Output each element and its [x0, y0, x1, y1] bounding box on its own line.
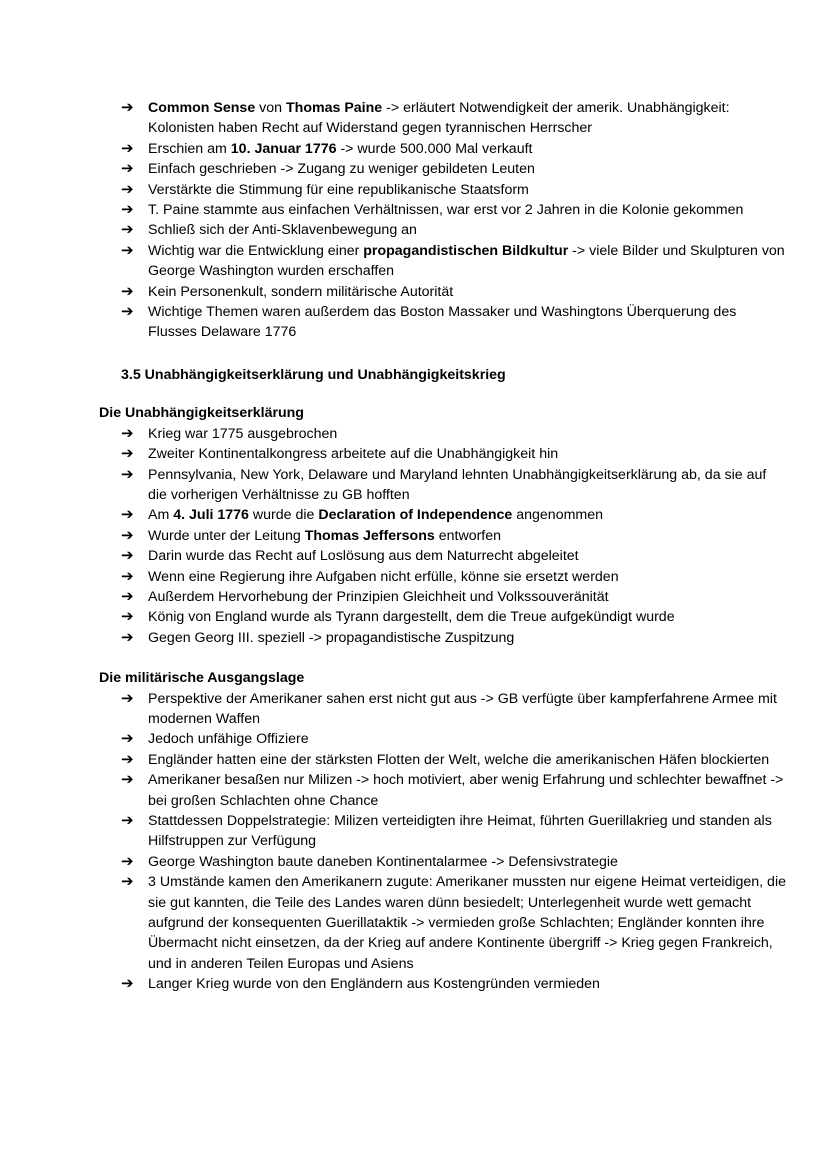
list-item	[121, 302, 788, 343]
list-item	[121, 465, 788, 506]
text: Wurde unter der Leitung	[148, 527, 305, 544]
bold-text: 4. Juli 1776	[173, 507, 249, 524]
list-item	[121, 567, 788, 587]
right-arrow-icon: ➔	[121, 547, 134, 565]
right-arrow-icon: ➔	[121, 424, 134, 442]
text: Jedoch unfähige Offiziere	[148, 731, 309, 748]
right-arrow-icon: ➔	[121, 139, 134, 157]
text: Wichtig war die Entwicklung einer	[148, 242, 364, 259]
right-arrow-icon: ➔	[121, 99, 134, 116]
subsection-heading: Die Unabhängigkeitserklärung	[99, 405, 304, 422]
text: Amerikaner besaßen nur Milizen -> hoch motiviert, aber wenig Erfahrung und schlechter bewaffnet -> bei großen Schlachten ohne Chance	[148, 772, 784, 809]
right-arrow-icon: ➔	[121, 750, 134, 768]
text: Einfach geschrieben -> Zugang zu weniger gebildeten Leuten	[148, 161, 535, 178]
list-item	[121, 587, 788, 607]
list-item	[121, 98, 788, 139]
text: Schließ sich der Anti-Sklavenbewegung an	[148, 222, 417, 239]
right-arrow-icon: ➔	[121, 730, 134, 748]
list-item	[121, 770, 788, 811]
bold-text: Declaration of Independence	[318, 507, 513, 524]
text: Zweiter Kontinentalkongress arbeitete auf die Unabhängigkeit hin	[148, 446, 559, 463]
text: Darin wurde das Recht auf Loslösung aus dem Naturrecht abgeleitet	[148, 548, 579, 565]
right-arrow-icon: ➔	[121, 975, 134, 993]
right-arrow-icon: ➔	[121, 628, 134, 646]
right-arrow-icon: ➔	[121, 608, 134, 626]
list-item	[121, 139, 788, 159]
text: von	[255, 100, 286, 116]
text: -> wurde 500.000 Mal verkauft	[336, 140, 533, 157]
right-arrow-icon: ➔	[121, 160, 134, 178]
list-item	[121, 526, 788, 546]
list-item	[121, 200, 788, 220]
bold-text: Thomas Paine	[285, 100, 383, 116]
list-item	[121, 424, 788, 444]
list-item	[121, 852, 788, 872]
text: Perspektive der Amerikaner sahen erst nicht gut aus -> GB verfügte über kampferfahrene Armee mit modernen Waffen	[148, 690, 777, 727]
right-arrow-icon: ➔	[121, 201, 134, 219]
text: George Washington baute daneben Kontinentalarmee -> Defensivstrategie	[148, 853, 618, 870]
list-item	[121, 505, 788, 525]
right-arrow-icon: ➔	[121, 689, 134, 707]
text: Wichtige Themen waren außerdem das Boston Massaker und Washingtons Überquerung des Flusses Delaware 1776	[148, 304, 737, 341]
list-item	[121, 546, 788, 566]
text: Wenn eine Regierung ihre Aufgaben nicht erfülle, könne sie ersetzt werden	[148, 568, 619, 585]
list-item	[121, 811, 788, 852]
right-arrow-icon: ➔	[121, 221, 134, 239]
list-item	[121, 241, 788, 282]
text: Am	[148, 507, 174, 524]
intro-bullet-list	[0, 98, 788, 343]
text: -> erläutert Notwendigkeit der amerik. Unabhängigkeit: Kolonisten haben Recht auf Widerstand gegen tyrannischen Herrscher	[148, 100, 730, 137]
right-arrow-icon: ➔	[121, 180, 134, 198]
right-arrow-icon: ➔	[121, 587, 134, 605]
right-arrow-icon: ➔	[121, 567, 134, 585]
list-item	[121, 607, 788, 627]
text: 3 Umstände kamen den Amerikanern zugute: Amerikaner mussten nur eigene Heimat verteidigen, die sie gut kannten, die Teile des Landes waren dünn besiedelt; Unterlegenheit wurde wett gemacht aufgrund der konsequenten Guerillataktik -> vermieden große Schlachten; Engländer konnten ihre Übermacht nicht einsetzen, da der Krieg auf andere Kontinente übergriff -> Krieg gegen Frankreich, und in anderen Teilen Europas und Asiens	[148, 874, 786, 972]
bold-text: propagandistischen Bildkultur	[363, 242, 569, 259]
right-arrow-icon: ➔	[121, 771, 134, 789]
list-item	[121, 444, 788, 464]
right-arrow-icon: ➔	[121, 852, 134, 870]
text: Kein Personenkult, sondern militärische Autorität	[148, 283, 454, 300]
list-item	[121, 220, 788, 240]
right-arrow-icon: ➔	[121, 506, 134, 524]
text: Erschien am	[148, 140, 231, 157]
right-arrow-icon: ➔	[121, 303, 134, 321]
list-item	[121, 729, 788, 749]
bold-text: Common Sense	[148, 100, 256, 116]
list-item	[121, 159, 788, 179]
right-arrow-icon: ➔	[121, 812, 134, 829]
right-arrow-icon: ➔	[121, 445, 134, 463]
list-item	[121, 872, 788, 974]
text: Pennsylvania, New York, Delaware und Maryland lehnten Unabhängigkeitserklärung ab, da sie auf die vorherigen Verhältnisse zu GB hofften	[148, 466, 767, 503]
right-arrow-icon: ➔	[121, 873, 134, 891]
military-bullet-list	[0, 689, 788, 995]
right-arrow-icon: ➔	[121, 241, 134, 259]
list-item	[121, 180, 788, 200]
list-item	[121, 750, 788, 770]
text: angenommen	[512, 507, 603, 524]
text: T. Paine stammte aus einfachen Verhältnissen, war erst vor 2 Jahren in die Kolonie gekommen	[148, 202, 744, 219]
text: Langer Krieg wurde von den Engländern aus Kostengründen vermieden	[148, 976, 600, 993]
declaration-bullet-list	[0, 424, 788, 648]
list-item	[121, 974, 788, 994]
subsection-military	[0, 668, 788, 995]
text: Stattdessen Doppelstrategie: Milizen verteidigten ihre Heimat, führten Guerillakrieg und standen als Hilfstruppen zur Verfügung	[148, 813, 772, 850]
list-item	[121, 689, 788, 730]
bold-text: Thomas Jeffersons	[304, 527, 435, 544]
text: Engländer hatten eine der stärksten Flotten der Welt, welche die amerikanischen Häfen blockierten	[148, 751, 770, 768]
subsection-declaration	[0, 403, 788, 648]
right-arrow-icon: ➔	[121, 465, 134, 483]
text: Gegen Georg III. speziell -> propagandistische Zuspitzung	[148, 629, 515, 646]
bold-text: 10. Januar 1776	[230, 140, 337, 157]
text: Außerdem Hervorhebung der Prinzipien Gleichheit und Volkssouveränität	[148, 588, 609, 605]
text: Verstärkte die Stimmung für eine republikanische Staatsform	[148, 181, 529, 198]
section-heading: 3.5 Unabhängigkeitserklärung und Unabhängigkeitskrieg	[121, 366, 506, 383]
list-item	[121, 628, 788, 648]
text: Krieg war 1775 ausgebrochen	[148, 425, 338, 442]
text: König von England wurde als Tyrann dargestellt, dem die Treue aufgekündigt wurde	[148, 609, 675, 626]
right-arrow-icon: ➔	[121, 282, 134, 300]
text: entworfen	[434, 527, 502, 544]
right-arrow-icon: ➔	[121, 526, 134, 544]
subsection-heading: Die militärische Ausgangslage	[99, 670, 305, 687]
text: wurde die	[248, 507, 319, 524]
list-item	[121, 282, 788, 302]
text: -> viele Bilder und Skulpturen von George Washington wurden erschaffen	[148, 242, 785, 280]
